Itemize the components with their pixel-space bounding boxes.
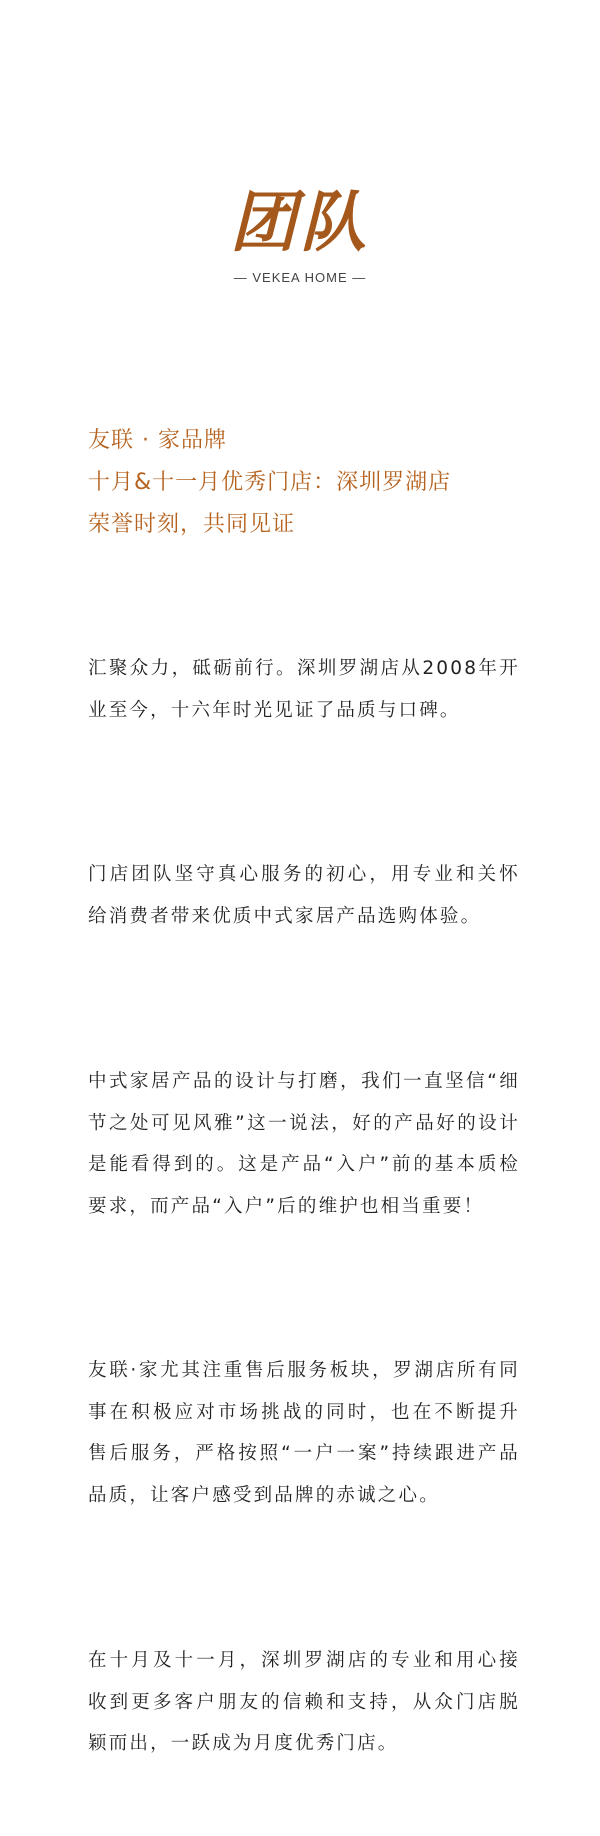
headline — [88, 420, 528, 546]
masthead — [0, 182, 600, 285]
masthead-subtitle: — VEKEA HOME — — [233, 270, 367, 285]
paragraph-award: 在十月及十一月，深圳罗湖店的专业和用心接收到更多客户朋友的信赖和支持，从众门店脱颖而出，一跃成为月度优秀门店。 — [88, 1650, 520, 1754]
paragraph-design: 中式家居产品的设计与打磨，我们一直坚信“细节之处可见风雅”这一说法，好的产品好的设计是能看得到的。这是产品“入户”前的基本质检要求，而产品“入户”后的维护也相当重要！ — [88, 1071, 520, 1217]
paragraph-after-sales: 友联·家尤其注重售后服务板块，罗湖店所有同事在积极应对市场挑战的同时，也在不断提升售后服务，严格按照“一户一案”持续跟进产品品质，让客户感受到品牌的赤诚之心。 — [88, 1360, 520, 1506]
headline-award: 十月&十一月优秀门店：深圳罗湖店 — [88, 470, 452, 495]
masthead-title: 团队 — [230, 183, 370, 261]
paragraph-service: 门店团队坚守真心服务的初心，用专业和关怀给消费者带来优质中式家居产品选购体验。 — [88, 864, 520, 927]
headline-brand: 友联 · 家品牌 — [88, 428, 227, 453]
paragraph-history: 汇聚众力，砥砺前行。深圳罗湖店从2008年开业至今，十六年时光见证了品质与口碑。 — [88, 658, 520, 721]
headline-tagline: 荣誉时刻，共同见证 — [88, 512, 296, 537]
